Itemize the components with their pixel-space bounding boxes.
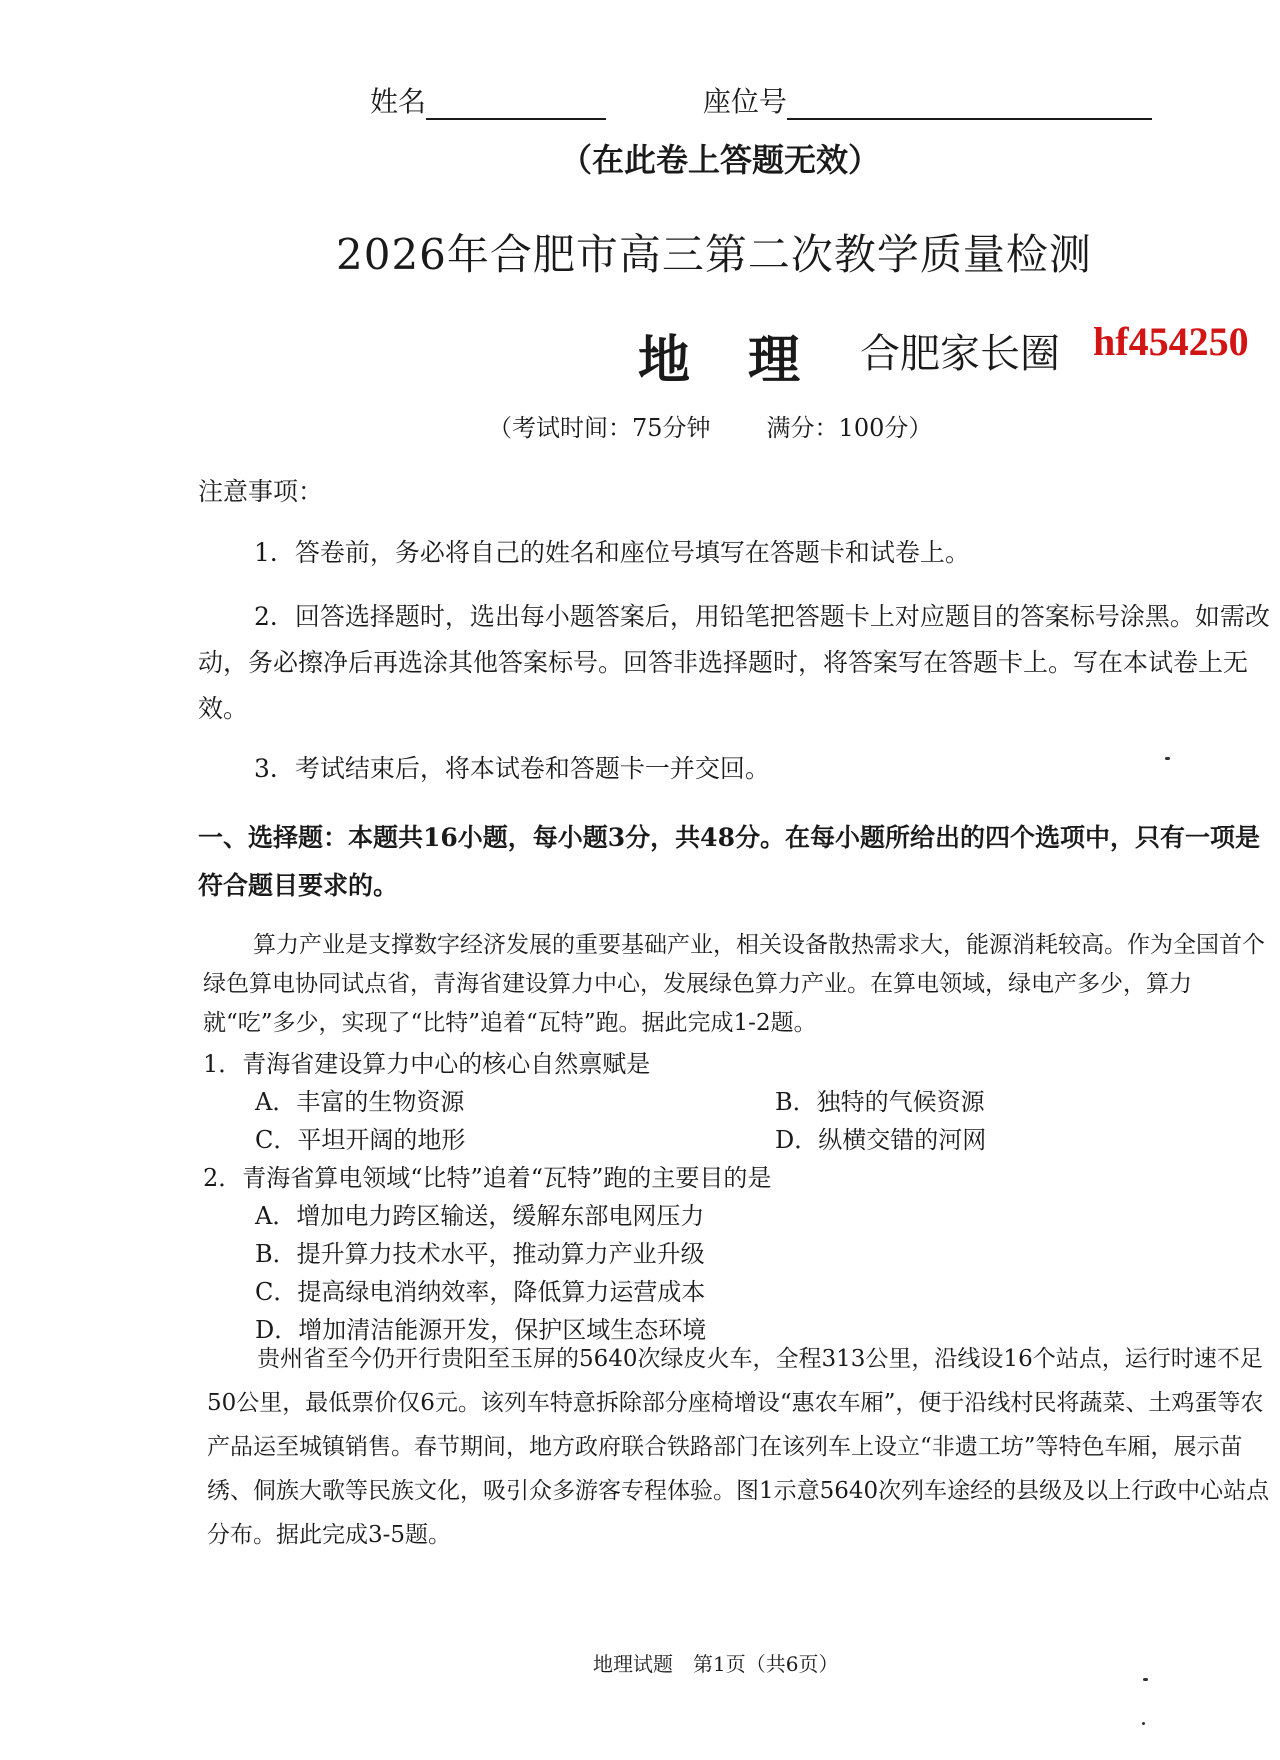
question-2-option-a: A．增加电力跨区输送，缓解东部电网压力	[255, 1202, 705, 1230]
note-item: 1．答卷前，务必将自己的姓名和座位号填写在答题卡和试卷上。	[254, 538, 970, 567]
watermark-code: hf454250	[1093, 319, 1249, 364]
page-footer: 地理试题 第1页（共6页）	[593, 1652, 839, 1676]
scan-speck	[1143, 1678, 1148, 1681]
scan-speck	[1142, 1722, 1145, 1725]
watermark-label: 合肥家长圈	[860, 331, 1060, 377]
name-label: 姓名	[370, 85, 427, 118]
question-2-stem: 2．青海省算电领域“比特”追着“瓦特”跑的主要目的是	[203, 1164, 772, 1192]
exam-title: 2026年合肥市高三第二次教学质量检测	[336, 230, 1092, 279]
material-passage-1: 算力产业是支撑数字经济发展的重要基础产业，相关设备散热需求大，能源消耗较高。作为全国首个绿色算电协同试点省，青海省建设算力中心，发展绿色算力产业。在算电领域，绿电产多少，算力就“吃”多少，实现了“比特”追着“瓦特”跑。据此完成1-2题。	[203, 932, 1265, 1036]
full-score: 满分：100分）	[766, 414, 933, 442]
question-2-option-c: C．提高绿电消纳效率，降低算力运营成本	[255, 1278, 706, 1306]
material-passage-2: 贵州省至今仍开行贵阳至玉屏的5640次绿皮火车，全程313公里，沿线设16个站点，运行时速不足50公里，最低票价仅6元。该列车特意拆除部分座椅增设“惠农车厢”，便于沿线村民将蔬菜、土鸡蛋等农产品运至城镇销售。春节期间，地方政府联合铁路部门在该列车上设立“非遗工坊”等特色车厢，展示苗绣、侗族大歌等民族文化，吸引众多游客专程体验。图1示意5640次列车途经的县级及以上行政中心站点分布。据此完成3-5题。	[207, 1346, 1270, 1548]
section-heading: 一、选择题：本题共16小题，每小题3分，共48分。在每小题所给出的四个选项中，只有一项是符合题目要求的。	[198, 823, 1260, 900]
question-1-option-c: C．平坦开阔的地形	[255, 1126, 466, 1154]
question-2-option-b: B．提升算力技术水平，推动算力产业升级	[255, 1240, 705, 1268]
invalid-note: （在此卷上答题无效）	[560, 141, 881, 179]
name-blank	[426, 88, 606, 120]
scan-speck	[1165, 757, 1170, 760]
question-2-option-d: D．增加清洁能源开发，保护区域生态环境	[255, 1316, 707, 1344]
subject-title: 地理	[638, 330, 859, 391]
question-1-stem: 1．青海省建设算力中心的核心自然禀赋是	[203, 1050, 651, 1078]
notes-heading: 注意事项：	[198, 477, 324, 506]
seat-label: 座位号	[702, 85, 787, 118]
candidate-info-row	[370, 80, 1152, 120]
exam-time: （考试时间：75分钟	[488, 414, 711, 442]
question-1-option-d: D．纵横交错的河网	[775, 1126, 987, 1154]
question-1-option-b: B．独特的气候资源	[775, 1088, 985, 1116]
question-1-option-a: A．丰富的生物资源	[255, 1088, 465, 1116]
note-item: 3．考试结束后，将本试卷和答题卡一并交回。	[254, 754, 770, 783]
exam-meta	[488, 408, 932, 443]
note-item: 2．回答选择题时，选出每小题答案后，用铅笔把答题卡上对应题目的答案标号涂黑。如需改动，务必擦净后再选涂其他答案标号。回答非选择题时，将答案写在答题卡上。写在本试卷上无效。	[198, 602, 1270, 723]
seat-blank	[787, 88, 1152, 120]
